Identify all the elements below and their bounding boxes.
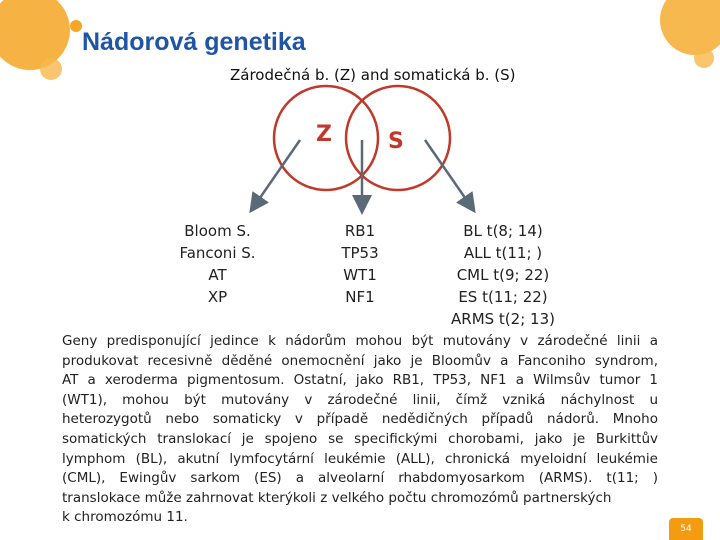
decor-bubble-small (70, 20, 82, 32)
paragraph-line: k chromozómu 11. (62, 509, 188, 526)
decor-bubble-corner (660, 0, 720, 55)
paragraph-line: translokace může zahrnovat kterýkoli z velkého počtu chromozómů partnerských (62, 489, 612, 506)
venn-label-z: Z (316, 122, 332, 147)
both-item: NF1 (345, 288, 375, 306)
page-number: 54 (669, 518, 703, 540)
paragraph-line: (CML), Ewingův sarkom (ES) a alveolarní rhabdomyosarkom (ARMS). t(11; ) (62, 470, 658, 487)
germline-item: AT (208, 266, 227, 284)
paragraph-line: lymphom (BL), akutní lymfocytární leukémie (ALL), chronická myeloidní leukémie (62, 450, 658, 467)
both-item: TP53 (341, 244, 379, 262)
paragraph-line: produkovat recesivně děděné onemocnění jako je Bloomův a Fanconiho syndrom, (62, 352, 658, 369)
paragraph-line: somatických translokací je spojeno se specifickými chorobami, jako je Burkittův (62, 430, 658, 447)
somatic-item: CML t(9; 22) (456, 266, 550, 284)
arrow-somatic (425, 140, 470, 205)
paragraph-line: Geny predisponující jedince k nádorům mohou být mutovány v zárodečné linii a (62, 333, 658, 349)
somatic-item: ALL t(11; ) (463, 244, 543, 262)
both-item: WT1 (343, 266, 377, 284)
somatic-item: ES t(11; 22) (458, 288, 548, 306)
paragraph-line: AT a xeroderma pigmentosum. Ostatní, jako RB1, TP53, NF1 a Wilmsův tumor 1 (62, 372, 658, 389)
germline-column (170, 220, 265, 308)
page-title: Nádorová genetika (82, 28, 306, 56)
venn-label-s: S (388, 129, 404, 154)
decor-bubble-small (40, 58, 62, 80)
germline-item: Fanconi S. (179, 244, 256, 262)
arrow-germline (255, 140, 300, 205)
explanation-paragraph (62, 332, 658, 528)
paragraph-line: (WT1), mohou být mutovány v zárodečné linii, čímž vzniká náchylnost u (62, 391, 658, 408)
germline-item: Bloom S. (184, 222, 251, 240)
subtitle: Zárodečná b. (Z) and somatická b. (S) (230, 66, 516, 84)
somatic-item: BL t(8; 14) (463, 222, 543, 240)
somatic-item: ARMS t(2; 13) (451, 310, 555, 328)
decor-bubble-corner-small (694, 48, 714, 68)
paragraph-line: heterozygotů nebo somaticky v případě nedědičných případů nádorů. Mnoho (62, 411, 658, 428)
both-item: RB1 (344, 222, 376, 240)
decor-bubble-large (0, 0, 70, 70)
both-column (330, 220, 390, 308)
germline-item: XP (207, 288, 228, 306)
somatic-column (443, 220, 563, 330)
